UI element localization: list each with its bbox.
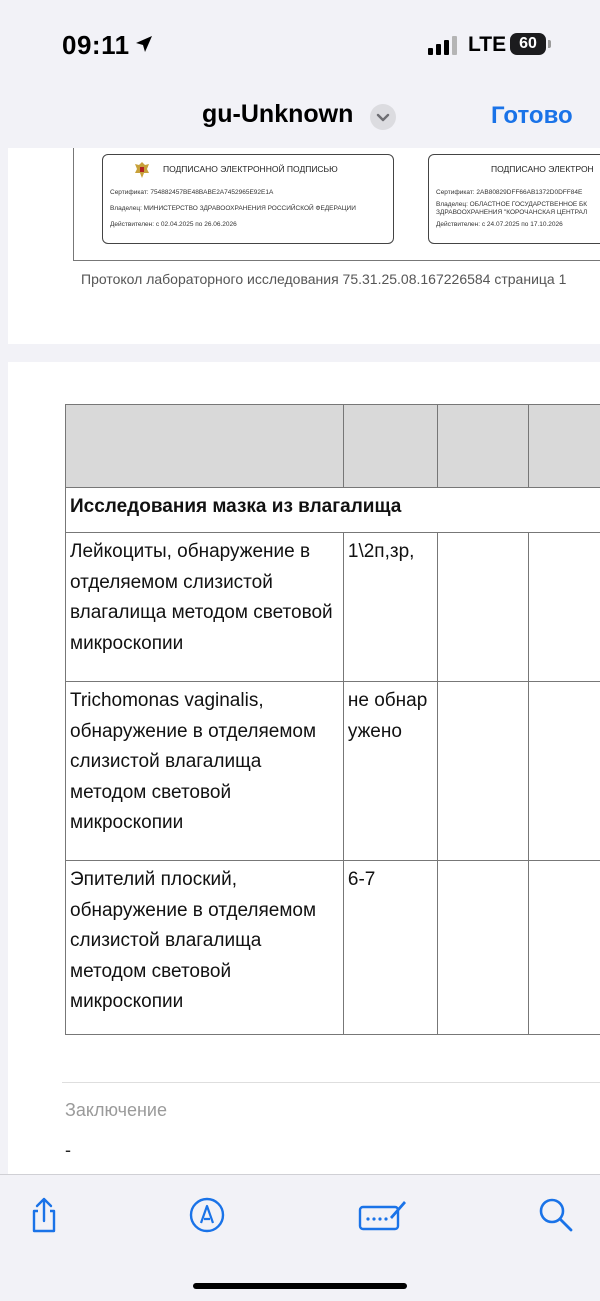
header-cell <box>529 405 600 488</box>
navigation-bar <box>0 92 600 148</box>
result-cell: 6-7 <box>343 861 437 1035</box>
signal-bars-icon <box>428 35 458 55</box>
signature-valid: Действителен: с 24.07.2025 по 17.10.2026 <box>436 221 563 229</box>
divider <box>62 1082 600 1083</box>
signature-certificate: Сертификат: 2AB80829DFF66AB1372D0DFF84E <box>436 189 582 197</box>
header-cell <box>438 405 529 488</box>
result-cell: 1\2п,зр, <box>343 533 437 682</box>
test-name-cell: Trichomonas vaginalis, обнаружение в отделяемом слизистой влагалища методом световой микроскопии <box>66 682 344 861</box>
empty-cell <box>438 533 529 682</box>
battery-level: 60 <box>510 33 546 55</box>
empty-cell <box>529 861 600 1035</box>
section-row <box>66 488 600 533</box>
coat-of-arms-icon <box>133 161 151 179</box>
chevron-down-icon <box>370 104 396 130</box>
document-title[interactable]: gu-Unknown <box>202 100 353 129</box>
signature-card <box>102 154 394 244</box>
empty-cell <box>438 682 529 861</box>
battery-tip <box>548 40 551 48</box>
search-icon[interactable] <box>536 1195 576 1235</box>
location-arrow-icon <box>134 34 154 54</box>
document-page-2 <box>8 362 600 1174</box>
signature-certificate: Сертификат: 754882457BE48BABE2A7452965E92E1A <box>110 189 273 197</box>
signature-title: ПОДПИСАНО ЭЛЕКТРОН <box>491 164 594 174</box>
battery-icon <box>510 33 552 55</box>
keyboard-signature-icon[interactable] <box>358 1195 408 1235</box>
conclusion-value: - <box>65 1140 71 1161</box>
status-time: 09:11 <box>62 30 130 61</box>
table-row <box>66 533 600 682</box>
test-name-cell: Эпителий плоский, обнаружение в отделяемом слизистой влагалища методом световой микроскопии <box>66 861 344 1035</box>
status-bar <box>0 0 600 92</box>
signature-owner: Владелец: МИНИСТЕРСТВО ЗДРАВООХРАНЕНИЯ РОССИЙСКОЙ ФЕДЕРАЦИИ <box>110 205 356 213</box>
share-icon[interactable] <box>24 1195 64 1235</box>
network-type: LTE <box>468 33 506 57</box>
protocol-footer: Протокол лабораторного исследования 75.31.25.08.167226584 страница 1 <box>81 271 566 287</box>
test-name-cell: Лейкоциты, обнаружение в отделяемом слизистой влагалища методом световой микроскопии <box>66 533 344 682</box>
signature-valid: Действителен: с 02.04.2025 по 26.06.2026 <box>110 221 237 229</box>
conclusion-label: Заключение <box>65 1100 167 1121</box>
signature-title: ПОДПИСАНО ЭЛЕКТРОННОЙ ПОДПИСЬЮ <box>163 164 338 174</box>
signature-owner-line2: ЗДРАВООХРАНЕНИЯ "КОРОЧАНСКАЯ ЦЕНТРАЛ <box>436 209 587 217</box>
table-row <box>66 682 600 861</box>
empty-cell <box>529 682 600 861</box>
markup-icon[interactable] <box>187 1195 227 1235</box>
document-page-1 <box>8 148 600 344</box>
table-header-row <box>66 405 600 488</box>
table-row <box>66 861 600 1035</box>
done-button[interactable]: Готово <box>491 102 573 130</box>
empty-cell <box>438 861 529 1035</box>
header-cell <box>343 405 437 488</box>
signature-block <box>73 148 600 261</box>
title-menu-button[interactable] <box>370 104 396 130</box>
signature-card <box>428 154 600 244</box>
empty-cell <box>529 533 600 682</box>
header-cell <box>66 405 344 488</box>
signature-owner: Владелец: ОБЛАСТНОЕ ГОСУДАРСТВЕННОЕ БК <box>436 201 587 209</box>
section-title: Исследования мазка из влагалища <box>66 488 600 533</box>
result-cell: не обнаружено <box>343 682 437 861</box>
bottom-toolbar <box>0 1174 600 1301</box>
results-table <box>65 404 600 1035</box>
home-indicator <box>193 1283 407 1289</box>
